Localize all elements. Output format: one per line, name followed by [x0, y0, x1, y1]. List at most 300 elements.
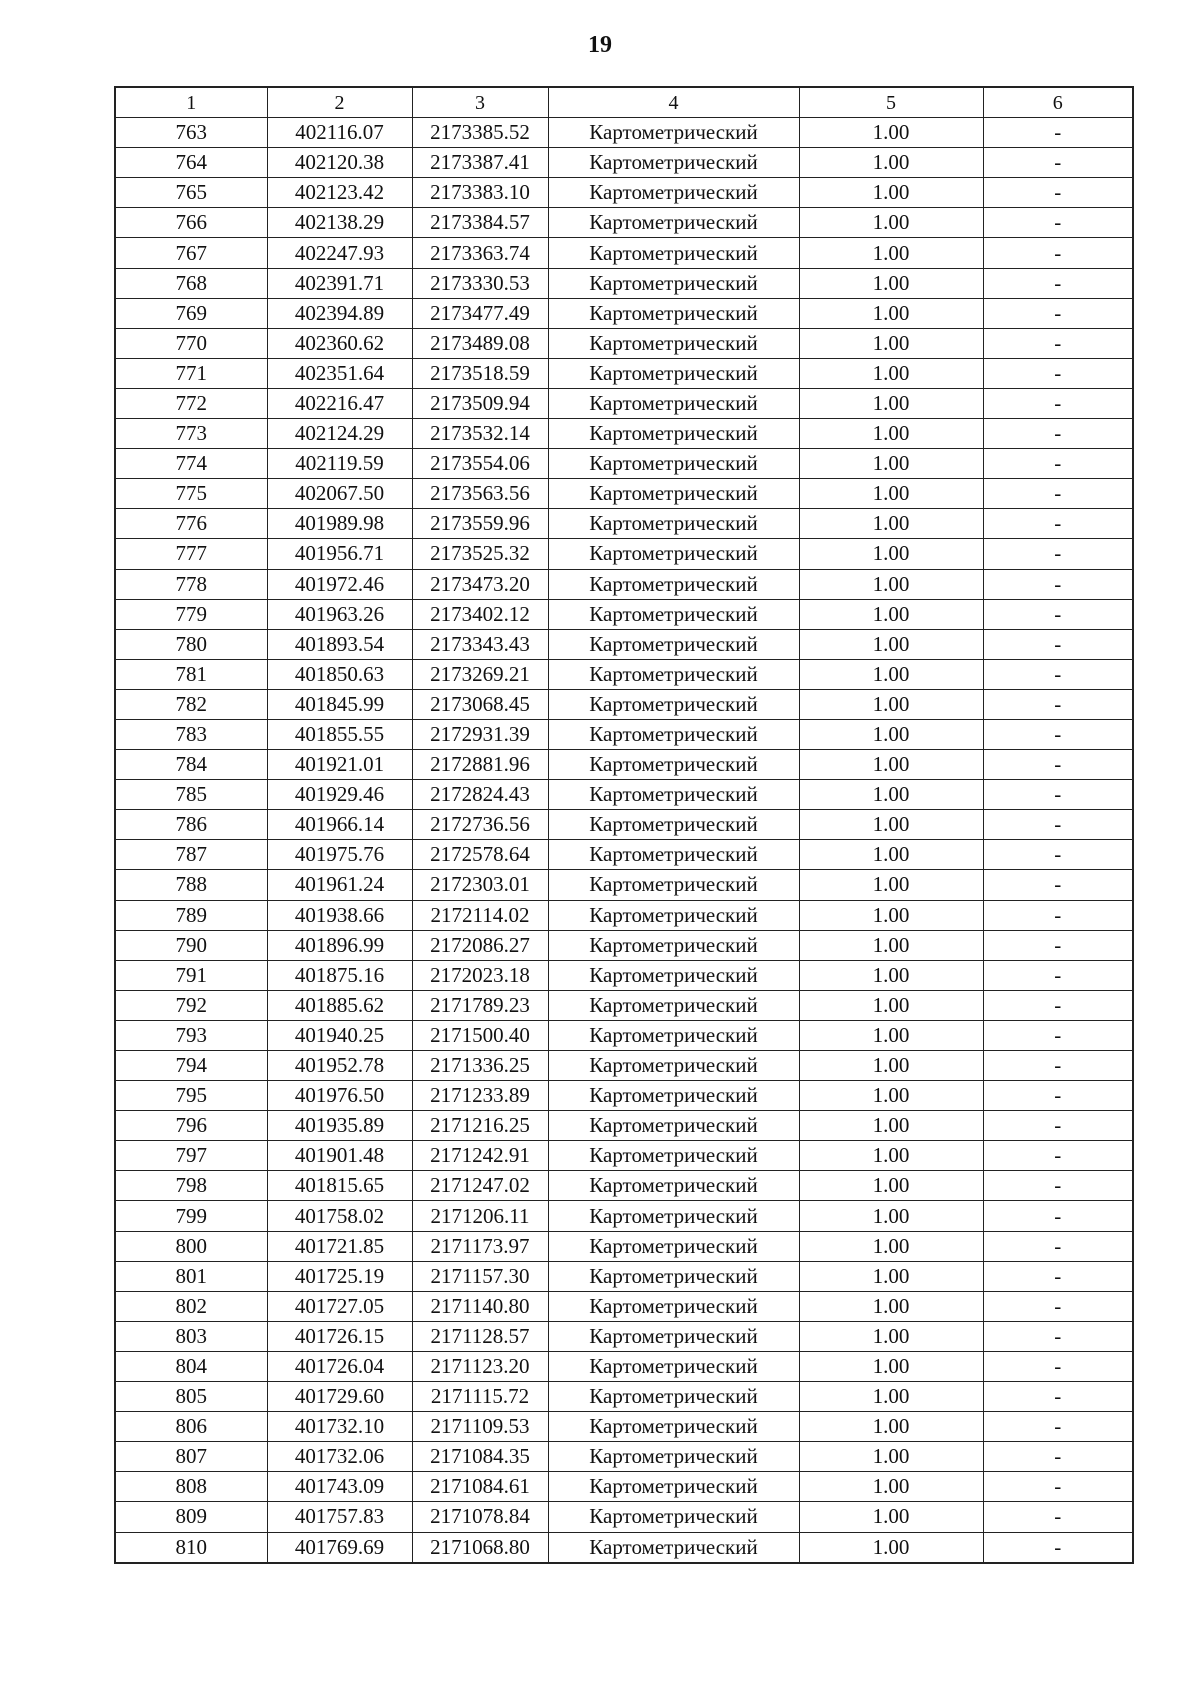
- cell-accuracy: 1.00: [799, 1141, 983, 1171]
- cell-point-number: 785: [115, 780, 267, 810]
- cell-x-coordinate: 401769.69: [267, 1532, 412, 1563]
- cell-y-coordinate: 2173489.08: [412, 328, 548, 358]
- cell-x-coordinate: 402247.93: [267, 238, 412, 268]
- cell-method: Картометрический: [548, 1502, 799, 1532]
- cell-method: Картометрический: [548, 569, 799, 599]
- cell-point-number: 790: [115, 930, 267, 960]
- cell-method: Картометрический: [548, 1261, 799, 1291]
- cell-accuracy: 1.00: [799, 118, 983, 148]
- table-row: [115, 1532, 1133, 1563]
- table-row: [115, 1171, 1133, 1201]
- cell-point-number: 779: [115, 599, 267, 629]
- cell-y-coordinate: 2173269.21: [412, 659, 548, 689]
- cell-method: Картометрический: [548, 208, 799, 238]
- table-row: [115, 148, 1133, 178]
- cell-note: -: [983, 1141, 1133, 1171]
- cell-method: Картометрический: [548, 1201, 799, 1231]
- cell-x-coordinate: 401929.46: [267, 780, 412, 810]
- table-row: [115, 1261, 1133, 1291]
- table-row: [115, 1231, 1133, 1261]
- cell-accuracy: 1.00: [799, 539, 983, 569]
- cell-method: Картометрический: [548, 388, 799, 418]
- cell-accuracy: 1.00: [799, 930, 983, 960]
- cell-x-coordinate: 401956.71: [267, 539, 412, 569]
- cell-method: Картометрический: [548, 1291, 799, 1321]
- table-row: [115, 1412, 1133, 1442]
- cell-accuracy: 1.00: [799, 569, 983, 599]
- table-row: [115, 840, 1133, 870]
- cell-note: -: [983, 900, 1133, 930]
- cell-x-coordinate: 401727.05: [267, 1291, 412, 1321]
- cell-x-coordinate: 401726.15: [267, 1321, 412, 1351]
- cell-method: Картометрический: [548, 960, 799, 990]
- cell-accuracy: 1.00: [799, 1442, 983, 1472]
- cell-point-number: 781: [115, 659, 267, 689]
- cell-note: -: [983, 268, 1133, 298]
- cell-y-coordinate: 2171084.61: [412, 1472, 548, 1502]
- cell-x-coordinate: 401729.60: [267, 1382, 412, 1412]
- cell-method: Картометрический: [548, 268, 799, 298]
- cell-x-coordinate: 402360.62: [267, 328, 412, 358]
- table-header-row: [115, 87, 1133, 118]
- table-row: [115, 419, 1133, 449]
- cell-y-coordinate: 2171068.80: [412, 1532, 548, 1563]
- cell-note: -: [983, 1081, 1133, 1111]
- column-header: 4: [548, 87, 799, 118]
- cell-method: Картометрический: [548, 449, 799, 479]
- cell-method: Картометрический: [548, 479, 799, 509]
- cell-method: Картометрический: [548, 930, 799, 960]
- cell-point-number: 778: [115, 569, 267, 599]
- cell-note: -: [983, 328, 1133, 358]
- cell-accuracy: 1.00: [799, 960, 983, 990]
- cell-point-number: 809: [115, 1502, 267, 1532]
- cell-method: Картометрический: [548, 238, 799, 268]
- cell-accuracy: 1.00: [799, 1081, 983, 1111]
- cell-note: -: [983, 1291, 1133, 1321]
- cell-accuracy: 1.00: [799, 1412, 983, 1442]
- table-row: [115, 930, 1133, 960]
- table-row: [115, 178, 1133, 208]
- cell-y-coordinate: 2173477.49: [412, 298, 548, 328]
- cell-y-coordinate: 2173385.52: [412, 118, 548, 148]
- cell-accuracy: 1.00: [799, 1351, 983, 1381]
- cell-method: Картометрический: [548, 689, 799, 719]
- cell-y-coordinate: 2171109.53: [412, 1412, 548, 1442]
- table-row: [115, 960, 1133, 990]
- table-row: [115, 659, 1133, 689]
- cell-y-coordinate: 2173473.20: [412, 569, 548, 599]
- cell-method: Картометрический: [548, 659, 799, 689]
- cell-note: -: [983, 960, 1133, 990]
- cell-x-coordinate: 401743.09: [267, 1472, 412, 1502]
- column-header: 3: [412, 87, 548, 118]
- cell-method: Картометрический: [548, 1351, 799, 1381]
- cell-x-coordinate: 401896.99: [267, 930, 412, 960]
- cell-y-coordinate: 2173384.57: [412, 208, 548, 238]
- cell-x-coordinate: 401732.10: [267, 1412, 412, 1442]
- cell-accuracy: 1.00: [799, 1502, 983, 1532]
- cell-point-number: 763: [115, 118, 267, 148]
- cell-x-coordinate: 402391.71: [267, 268, 412, 298]
- cell-accuracy: 1.00: [799, 238, 983, 268]
- table-row: [115, 689, 1133, 719]
- cell-method: Картометрический: [548, 1412, 799, 1442]
- cell-note: -: [983, 298, 1133, 328]
- cell-point-number: 782: [115, 689, 267, 719]
- cell-x-coordinate: 401758.02: [267, 1201, 412, 1231]
- table-row: [115, 208, 1133, 238]
- cell-point-number: 805: [115, 1382, 267, 1412]
- cell-accuracy: 1.00: [799, 1171, 983, 1201]
- cell-note: -: [983, 1412, 1133, 1442]
- cell-point-number: 773: [115, 419, 267, 449]
- cell-x-coordinate: 402394.89: [267, 298, 412, 328]
- cell-method: Картометрический: [548, 990, 799, 1020]
- cell-accuracy: 1.00: [799, 870, 983, 900]
- cell-note: -: [983, 780, 1133, 810]
- cell-note: -: [983, 148, 1133, 178]
- cell-note: -: [983, 689, 1133, 719]
- cell-note: -: [983, 1111, 1133, 1141]
- cell-note: -: [983, 750, 1133, 780]
- cell-y-coordinate: 2171206.11: [412, 1201, 548, 1231]
- cell-y-coordinate: 2172881.96: [412, 750, 548, 780]
- cell-point-number: 776: [115, 509, 267, 539]
- cell-note: -: [983, 539, 1133, 569]
- cell-y-coordinate: 2173343.43: [412, 629, 548, 659]
- table-body: [115, 118, 1133, 1563]
- cell-y-coordinate: 2171173.97: [412, 1231, 548, 1261]
- cell-y-coordinate: 2171247.02: [412, 1171, 548, 1201]
- cell-y-coordinate: 2173402.12: [412, 599, 548, 629]
- table-row: [115, 1201, 1133, 1231]
- cell-accuracy: 1.00: [799, 1051, 983, 1081]
- cell-y-coordinate: 2172023.18: [412, 960, 548, 990]
- cell-x-coordinate: 402067.50: [267, 479, 412, 509]
- cell-point-number: 780: [115, 629, 267, 659]
- cell-note: -: [983, 1502, 1133, 1532]
- cell-y-coordinate: 2173559.96: [412, 509, 548, 539]
- table-row: [115, 1382, 1133, 1412]
- cell-accuracy: 1.00: [799, 780, 983, 810]
- cell-point-number: 799: [115, 1201, 267, 1231]
- cell-method: Картометрический: [548, 629, 799, 659]
- cell-y-coordinate: 2172114.02: [412, 900, 548, 930]
- cell-point-number: 765: [115, 178, 267, 208]
- cell-x-coordinate: 402138.29: [267, 208, 412, 238]
- cell-y-coordinate: 2173068.45: [412, 689, 548, 719]
- table-row: [115, 750, 1133, 780]
- table-row: [115, 1472, 1133, 1502]
- cell-point-number: 800: [115, 1231, 267, 1261]
- cell-note: -: [983, 118, 1133, 148]
- cell-point-number: 772: [115, 388, 267, 418]
- table-row: [115, 1020, 1133, 1050]
- cell-y-coordinate: 2172086.27: [412, 930, 548, 960]
- cell-accuracy: 1.00: [799, 1231, 983, 1261]
- cell-method: Картометрический: [548, 1081, 799, 1111]
- cell-note: -: [983, 238, 1133, 268]
- cell-method: Картометрический: [548, 1321, 799, 1351]
- cell-x-coordinate: 401921.01: [267, 750, 412, 780]
- table-row: [115, 1291, 1133, 1321]
- column-header: 5: [799, 87, 983, 118]
- cell-note: -: [983, 659, 1133, 689]
- table-row: [115, 238, 1133, 268]
- table-row: [115, 810, 1133, 840]
- cell-method: Картометрический: [548, 719, 799, 749]
- cell-accuracy: 1.00: [799, 1472, 983, 1502]
- cell-point-number: 793: [115, 1020, 267, 1050]
- table-row: [115, 539, 1133, 569]
- cell-note: -: [983, 719, 1133, 749]
- cell-x-coordinate: 401855.55: [267, 719, 412, 749]
- cell-note: -: [983, 1261, 1133, 1291]
- table-row: [115, 1141, 1133, 1171]
- cell-point-number: 804: [115, 1351, 267, 1381]
- cell-x-coordinate: 401963.26: [267, 599, 412, 629]
- cell-y-coordinate: 2173509.94: [412, 388, 548, 418]
- cell-method: Картометрический: [548, 1020, 799, 1050]
- table-row: [115, 118, 1133, 148]
- coordinates-table: [114, 86, 1134, 1564]
- cell-y-coordinate: 2172824.43: [412, 780, 548, 810]
- cell-accuracy: 1.00: [799, 1111, 983, 1141]
- cell-point-number: 801: [115, 1261, 267, 1291]
- cell-y-coordinate: 2173554.06: [412, 449, 548, 479]
- cell-note: -: [983, 1351, 1133, 1381]
- cell-accuracy: 1.00: [799, 1201, 983, 1231]
- cell-note: -: [983, 358, 1133, 388]
- table-row: [115, 780, 1133, 810]
- cell-accuracy: 1.00: [799, 840, 983, 870]
- table-row: [115, 388, 1133, 418]
- cell-method: Картометрический: [548, 1111, 799, 1141]
- cell-y-coordinate: 2171115.72: [412, 1382, 548, 1412]
- cell-note: -: [983, 1532, 1133, 1563]
- cell-y-coordinate: 2173525.32: [412, 539, 548, 569]
- table-row: [115, 1321, 1133, 1351]
- cell-point-number: 788: [115, 870, 267, 900]
- table-row: [115, 1351, 1133, 1381]
- cell-accuracy: 1.00: [799, 509, 983, 539]
- table-row: [115, 990, 1133, 1020]
- cell-point-number: 787: [115, 840, 267, 870]
- column-header: 6: [983, 87, 1133, 118]
- cell-note: -: [983, 1382, 1133, 1412]
- table-row: [115, 599, 1133, 629]
- cell-point-number: 786: [115, 810, 267, 840]
- table-row: [115, 479, 1133, 509]
- cell-accuracy: 1.00: [799, 719, 983, 749]
- cell-x-coordinate: 402216.47: [267, 388, 412, 418]
- cell-y-coordinate: 2172931.39: [412, 719, 548, 749]
- cell-y-coordinate: 2173563.56: [412, 479, 548, 509]
- cell-accuracy: 1.00: [799, 750, 983, 780]
- cell-point-number: 768: [115, 268, 267, 298]
- cell-method: Картометрический: [548, 148, 799, 178]
- column-header: 2: [267, 87, 412, 118]
- cell-method: Картометрический: [548, 750, 799, 780]
- cell-x-coordinate: 401732.06: [267, 1442, 412, 1472]
- cell-method: Картометрический: [548, 178, 799, 208]
- cell-accuracy: 1.00: [799, 1382, 983, 1412]
- cell-method: Картометрический: [548, 1141, 799, 1171]
- table-row: [115, 900, 1133, 930]
- cell-accuracy: 1.00: [799, 479, 983, 509]
- cell-accuracy: 1.00: [799, 1321, 983, 1351]
- cell-x-coordinate: 401935.89: [267, 1111, 412, 1141]
- cell-note: -: [983, 479, 1133, 509]
- cell-point-number: 767: [115, 238, 267, 268]
- cell-y-coordinate: 2171242.91: [412, 1141, 548, 1171]
- cell-method: Картометрический: [548, 1051, 799, 1081]
- cell-method: Картометрический: [548, 840, 799, 870]
- cell-point-number: 810: [115, 1532, 267, 1563]
- cell-y-coordinate: 2173387.41: [412, 148, 548, 178]
- cell-x-coordinate: 402120.38: [267, 148, 412, 178]
- cell-x-coordinate: 402116.07: [267, 118, 412, 148]
- cell-note: -: [983, 1020, 1133, 1050]
- cell-point-number: 770: [115, 328, 267, 358]
- cell-note: -: [983, 1231, 1133, 1261]
- cell-y-coordinate: 2171078.84: [412, 1502, 548, 1532]
- cell-point-number: 784: [115, 750, 267, 780]
- cell-accuracy: 1.00: [799, 629, 983, 659]
- cell-accuracy: 1.00: [799, 810, 983, 840]
- cell-accuracy: 1.00: [799, 1291, 983, 1321]
- cell-x-coordinate: 401938.66: [267, 900, 412, 930]
- cell-point-number: 808: [115, 1472, 267, 1502]
- cell-x-coordinate: 401972.46: [267, 569, 412, 599]
- cell-x-coordinate: 401961.24: [267, 870, 412, 900]
- cell-x-coordinate: 401815.65: [267, 1171, 412, 1201]
- cell-x-coordinate: 401975.76: [267, 840, 412, 870]
- cell-point-number: 764: [115, 148, 267, 178]
- cell-note: -: [983, 810, 1133, 840]
- cell-y-coordinate: 2172578.64: [412, 840, 548, 870]
- table-row: [115, 328, 1133, 358]
- cell-method: Картометрический: [548, 780, 799, 810]
- cell-point-number: 798: [115, 1171, 267, 1201]
- cell-accuracy: 1.00: [799, 178, 983, 208]
- table-row: [115, 1442, 1133, 1472]
- cell-note: -: [983, 178, 1133, 208]
- table-row: [115, 1051, 1133, 1081]
- cell-x-coordinate: 402351.64: [267, 358, 412, 388]
- cell-x-coordinate: 401885.62: [267, 990, 412, 1020]
- cell-accuracy: 1.00: [799, 328, 983, 358]
- cell-y-coordinate: 2171140.80: [412, 1291, 548, 1321]
- cell-point-number: 789: [115, 900, 267, 930]
- cell-point-number: 807: [115, 1442, 267, 1472]
- cell-method: Картометрический: [548, 1171, 799, 1201]
- page-number: 19: [588, 32, 612, 58]
- cell-method: Картометрический: [548, 810, 799, 840]
- table-row: [115, 629, 1133, 659]
- table-row: [115, 268, 1133, 298]
- cell-accuracy: 1.00: [799, 599, 983, 629]
- cell-x-coordinate: 401850.63: [267, 659, 412, 689]
- cell-x-coordinate: 401721.85: [267, 1231, 412, 1261]
- cell-note: -: [983, 1472, 1133, 1502]
- cell-x-coordinate: 402119.59: [267, 449, 412, 479]
- cell-y-coordinate: 2173363.74: [412, 238, 548, 268]
- cell-y-coordinate: 2172303.01: [412, 870, 548, 900]
- cell-note: -: [983, 208, 1133, 238]
- cell-method: Картометрический: [548, 358, 799, 388]
- cell-accuracy: 1.00: [799, 659, 983, 689]
- cell-method: Картометрический: [548, 1532, 799, 1563]
- cell-accuracy: 1.00: [799, 388, 983, 418]
- cell-y-coordinate: 2173518.59: [412, 358, 548, 388]
- cell-point-number: 792: [115, 990, 267, 1020]
- cell-y-coordinate: 2171336.25: [412, 1051, 548, 1081]
- cell-method: Картометрический: [548, 118, 799, 148]
- cell-x-coordinate: 401952.78: [267, 1051, 412, 1081]
- cell-x-coordinate: 401901.48: [267, 1141, 412, 1171]
- cell-note: -: [983, 449, 1133, 479]
- cell-point-number: 775: [115, 479, 267, 509]
- cell-point-number: 797: [115, 1141, 267, 1171]
- cell-accuracy: 1.00: [799, 900, 983, 930]
- cell-accuracy: 1.00: [799, 689, 983, 719]
- cell-accuracy: 1.00: [799, 1532, 983, 1563]
- cell-method: Картометрический: [548, 298, 799, 328]
- cell-accuracy: 1.00: [799, 1261, 983, 1291]
- cell-note: -: [983, 569, 1133, 599]
- cell-y-coordinate: 2171216.25: [412, 1111, 548, 1141]
- cell-y-coordinate: 2172736.56: [412, 810, 548, 840]
- cell-point-number: 796: [115, 1111, 267, 1141]
- cell-accuracy: 1.00: [799, 449, 983, 479]
- cell-method: Картометрический: [548, 1472, 799, 1502]
- cell-point-number: 771: [115, 358, 267, 388]
- table-row: [115, 298, 1133, 328]
- table-row: [115, 449, 1133, 479]
- cell-y-coordinate: 2171128.57: [412, 1321, 548, 1351]
- cell-x-coordinate: 401875.16: [267, 960, 412, 990]
- cell-note: -: [983, 388, 1133, 418]
- cell-note: -: [983, 840, 1133, 870]
- cell-method: Картометрический: [548, 328, 799, 358]
- cell-method: Картометрический: [548, 419, 799, 449]
- cell-method: Картометрический: [548, 539, 799, 569]
- cell-accuracy: 1.00: [799, 358, 983, 388]
- cell-point-number: 791: [115, 960, 267, 990]
- cell-x-coordinate: 401726.04: [267, 1351, 412, 1381]
- cell-method: Картометрический: [548, 599, 799, 629]
- cell-x-coordinate: 402124.29: [267, 419, 412, 449]
- cell-x-coordinate: 401757.83: [267, 1502, 412, 1532]
- cell-point-number: 803: [115, 1321, 267, 1351]
- cell-method: Картометрический: [548, 900, 799, 930]
- cell-x-coordinate: 401966.14: [267, 810, 412, 840]
- cell-x-coordinate: 402123.42: [267, 178, 412, 208]
- cell-point-number: 806: [115, 1412, 267, 1442]
- cell-method: Картометрический: [548, 1382, 799, 1412]
- cell-accuracy: 1.00: [799, 148, 983, 178]
- table-row: [115, 358, 1133, 388]
- cell-y-coordinate: 2173532.14: [412, 419, 548, 449]
- cell-point-number: 802: [115, 1291, 267, 1321]
- cell-x-coordinate: 401725.19: [267, 1261, 412, 1291]
- cell-point-number: 783: [115, 719, 267, 749]
- table-row: [115, 1111, 1133, 1141]
- cell-y-coordinate: 2171123.20: [412, 1351, 548, 1381]
- table-row: [115, 1081, 1133, 1111]
